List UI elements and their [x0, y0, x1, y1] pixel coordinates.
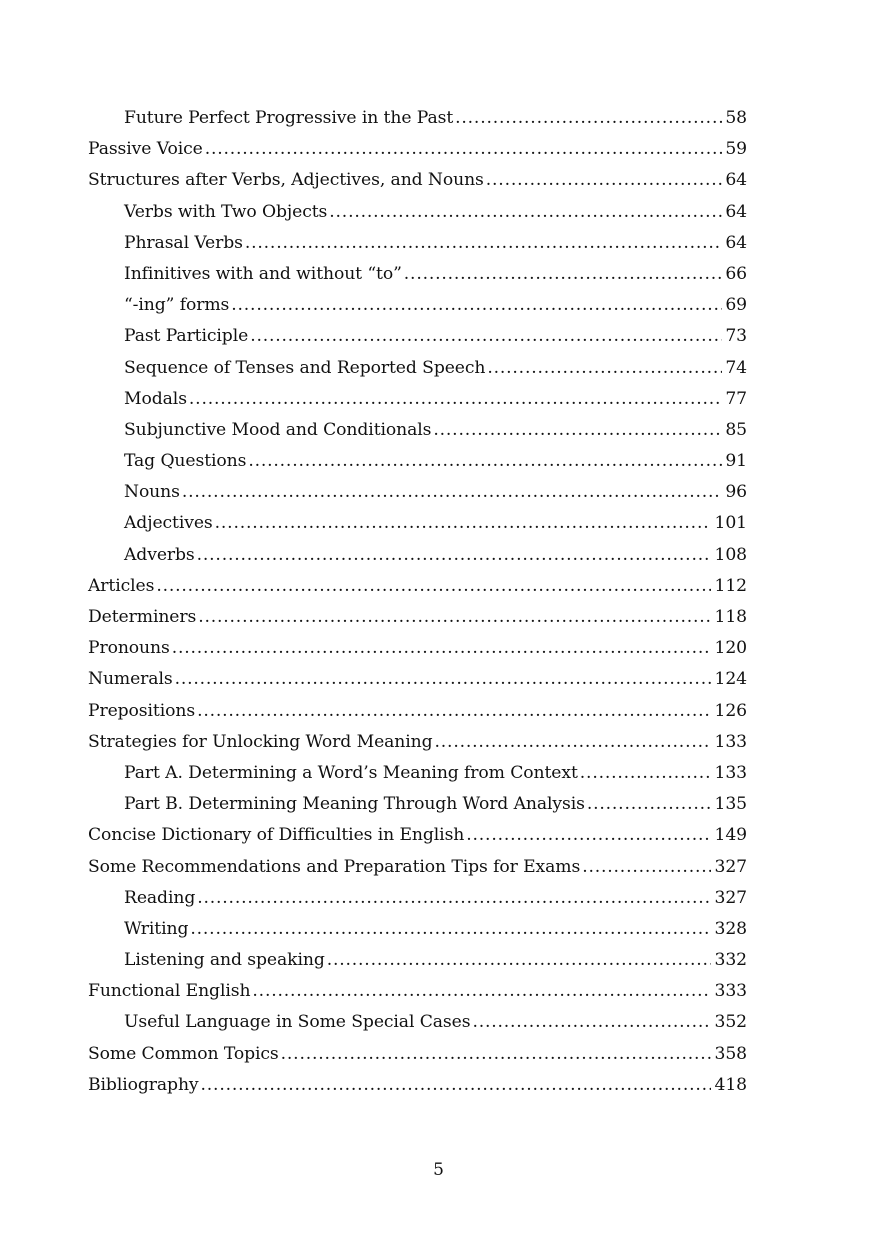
toc-entry[interactable] — [88, 1070, 747, 1101]
toc-entry[interactable] — [88, 415, 747, 446]
toc-entry-page: 59 — [725, 139, 747, 160]
toc-dot-leader — [175, 664, 712, 695]
toc-entry-page: 101 — [714, 513, 747, 534]
toc-dot-leader — [190, 914, 711, 945]
toc-entry[interactable] — [88, 477, 747, 508]
toc-entry-page: 66 — [725, 263, 747, 284]
toc-entry-page: 418 — [714, 1074, 747, 1095]
toc-dot-leader — [172, 633, 712, 664]
toc-dot-leader — [587, 789, 712, 820]
toc-entry[interactable] — [88, 820, 747, 851]
page-number: 5 — [433, 1160, 444, 1180]
toc-dot-leader — [329, 197, 722, 228]
toc-entry-page: 149 — [714, 825, 747, 846]
toc-entry-title: Future Perfect Progressive in the Past — [124, 108, 454, 128]
toc-entry-page: 327 — [714, 887, 747, 908]
toc-entry-page: 91 — [725, 451, 747, 472]
toc-entry-page: 96 — [725, 482, 747, 503]
toc-entry-title: Functional English — [88, 981, 251, 1002]
toc-dot-leader — [472, 1007, 711, 1038]
toc-entry-title: Tag Questions — [124, 451, 247, 472]
toc-dot-leader — [455, 103, 722, 134]
toc-dot-leader — [156, 571, 711, 602]
toc-entry[interactable] — [88, 508, 747, 539]
toc-dot-leader — [198, 602, 711, 633]
toc-entry[interactable] — [88, 789, 747, 820]
toc-entry[interactable] — [88, 384, 747, 415]
toc-dot-leader — [245, 228, 722, 259]
toc-entry-title: Phrasal Verbs — [124, 232, 243, 253]
toc-entry-title: Some Common Topics — [88, 1043, 279, 1064]
toc-entry-page: 77 — [725, 388, 747, 409]
toc-dot-leader — [248, 446, 722, 477]
toc-entry[interactable] — [88, 259, 747, 290]
toc-entry-page: 133 — [714, 731, 747, 752]
toc-entry-page: 73 — [725, 326, 747, 347]
toc-dot-leader — [433, 415, 722, 446]
toc-entry-title: Numerals — [88, 669, 173, 690]
toc-dot-leader — [281, 1039, 712, 1070]
toc-entry-title: Determiners — [88, 607, 197, 627]
toc-dot-leader — [252, 976, 711, 1007]
toc-dot-leader — [486, 165, 723, 196]
toc-entry-title: Passive Voice — [88, 139, 203, 160]
toc-entry[interactable] — [88, 852, 747, 883]
toc-entry[interactable] — [88, 664, 747, 695]
toc-entry[interactable] — [88, 197, 747, 228]
toc-entry[interactable] — [88, 976, 747, 1007]
toc-entry-title: “-ing” forms — [124, 295, 230, 316]
toc-entry-page: 112 — [714, 575, 747, 596]
toc-entry-page: 118 — [714, 607, 747, 627]
toc-entry-title: Some Recommendations and Preparation Tips for Exams — [88, 856, 581, 877]
toc-entry-title: Writing — [124, 918, 189, 939]
toc-entry-page: 108 — [714, 544, 747, 565]
toc-entry-title: Adverbs — [124, 544, 195, 565]
toc-entry[interactable] — [88, 914, 747, 945]
toc-entry-title: Verbs with Two Objects — [124, 201, 328, 222]
toc-entry-page: 64 — [725, 201, 747, 222]
toc-entry-title: Adjectives — [124, 513, 213, 534]
toc-entry-page: 124 — [714, 669, 747, 690]
toc-entry-title: Bibliography — [88, 1074, 199, 1095]
toc-entry-page: 328 — [714, 918, 747, 939]
toc-entry-title: Past Participle — [124, 326, 249, 347]
toc-entry[interactable] — [88, 446, 747, 477]
toc-entry[interactable] — [88, 1039, 747, 1070]
toc-dot-leader — [205, 134, 723, 165]
toc-entry[interactable] — [88, 602, 747, 633]
toc-entry-title: Structures after Verbs, Adjectives, and Nouns — [88, 170, 484, 191]
table-of-contents — [88, 103, 747, 1101]
toc-entry-page: 69 — [725, 295, 747, 316]
toc-dot-leader — [201, 1070, 712, 1101]
toc-entry[interactable] — [88, 321, 747, 352]
toc-entry[interactable] — [88, 758, 747, 789]
toc-entry-page: 126 — [714, 700, 747, 721]
toc-dot-leader — [189, 384, 722, 415]
toc-entry-title: Articles — [88, 575, 155, 596]
toc-entry-title: Modals — [124, 388, 187, 409]
toc-entry-page: 333 — [714, 981, 747, 1002]
toc-dot-leader — [404, 259, 723, 290]
toc-entry[interactable] — [88, 883, 747, 914]
toc-entry[interactable] — [88, 540, 747, 571]
toc-entry[interactable] — [88, 103, 747, 134]
toc-entry-title: Reading — [124, 887, 196, 908]
toc-entry-page: 352 — [714, 1012, 747, 1033]
toc-entry[interactable] — [88, 1007, 747, 1038]
toc-dot-leader — [582, 852, 711, 883]
toc-dot-leader — [197, 883, 711, 914]
toc-entry[interactable] — [88, 633, 747, 664]
toc-entry-page: 58 — [725, 108, 747, 128]
toc-entry-title: Part B. Determining Meaning Through Word Analysis — [124, 794, 585, 815]
toc-entry-page: 135 — [714, 794, 747, 815]
toc-dot-leader — [435, 727, 712, 758]
toc-entry[interactable] — [88, 727, 747, 758]
toc-entry-page: 85 — [725, 419, 747, 440]
toc-entry[interactable] — [88, 228, 747, 259]
toc-dot-leader — [466, 820, 711, 851]
toc-entry-title: Infinitives with and without “to” — [124, 263, 402, 284]
toc-entry-title: Part A. Determining a Word’s Meaning from Context — [124, 762, 578, 783]
toc-entry[interactable] — [88, 290, 747, 321]
toc-entry[interactable] — [88, 696, 747, 727]
toc-entry-page: 358 — [714, 1043, 747, 1064]
toc-entry-page: 120 — [714, 638, 747, 659]
toc-entry-title: Sequence of Tenses and Reported Speech — [124, 357, 486, 378]
toc-dot-leader — [487, 353, 722, 384]
toc-dot-leader — [197, 540, 712, 571]
toc-entry-title: Concise Dictionary of Difficulties in English — [88, 825, 465, 846]
toc-entry-page: 332 — [714, 950, 747, 971]
toc-dot-leader — [215, 508, 712, 539]
toc-dot-leader — [580, 758, 712, 789]
toc-dot-leader — [250, 321, 722, 352]
toc-dot-leader — [197, 696, 711, 727]
toc-entry[interactable] — [88, 353, 747, 384]
toc-dot-leader — [182, 477, 722, 508]
toc-entry[interactable] — [88, 165, 747, 196]
toc-dot-leader — [327, 945, 712, 976]
toc-entry-title: Nouns — [124, 482, 180, 503]
toc-entry[interactable] — [88, 134, 747, 165]
toc-entry[interactable] — [88, 571, 747, 602]
toc-entry-page: 133 — [714, 762, 747, 783]
toc-entry-title: Prepositions — [88, 700, 196, 721]
toc-dot-leader — [231, 290, 722, 321]
toc-entry-title: Listening and speaking — [124, 950, 325, 971]
toc-entry-page: 74 — [725, 357, 747, 378]
toc-entry-title: Strategies for Unlocking Word Meaning — [88, 731, 433, 752]
toc-entry-page: 64 — [725, 170, 747, 191]
toc-entry-page: 327 — [714, 856, 747, 877]
toc-entry-title: Pronouns — [88, 638, 170, 659]
toc-entry-page: 64 — [725, 232, 747, 253]
toc-entry-title: Useful Language in Some Special Cases — [124, 1012, 471, 1033]
toc-entry[interactable] — [88, 945, 747, 976]
toc-entry-title: Subjunctive Mood and Conditionals — [124, 419, 432, 440]
